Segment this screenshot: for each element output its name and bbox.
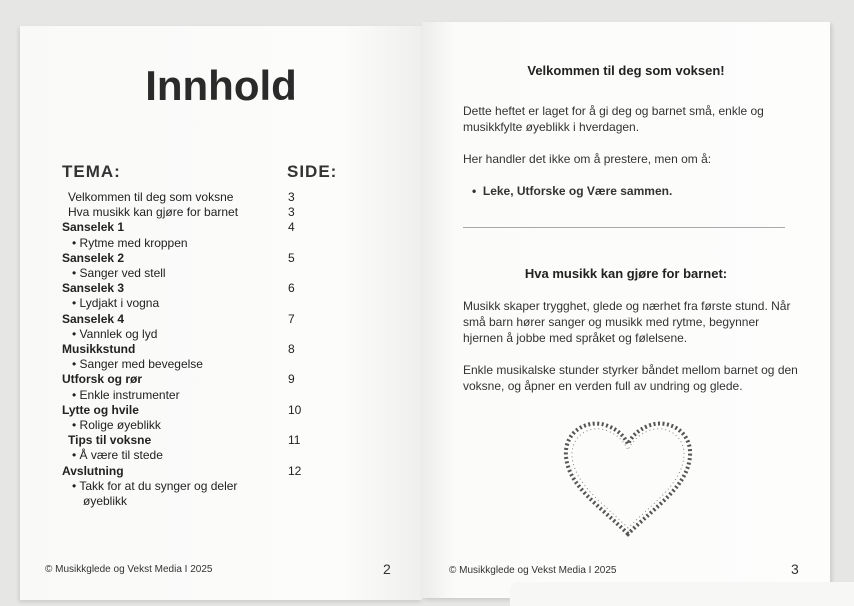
toc-entry-title: • Å være til stede (72, 448, 163, 463)
toc-entry-title: • Enkle instrumenter (72, 387, 180, 402)
intro-paragraph-2: Her handler det ikke om å prestere, men om å: (463, 152, 712, 166)
toc-entry-page: 9 (288, 372, 295, 387)
toc-entry-page: 8 (288, 342, 295, 356)
toc-entry-title: Avslutning (62, 463, 124, 478)
toc-entry-title: Tips til voksne (68, 433, 152, 448)
welcome-heading: Velkommen til deg som voksen! (527, 63, 725, 78)
toc-entry-title: • Rolige øyeblikk (72, 418, 161, 432)
toc-entry-page: 4 (288, 220, 295, 235)
music-note-heart-icon (560, 416, 696, 540)
toc-entry-title: Musikkstund (62, 342, 136, 356)
page-number: 2 (383, 561, 391, 577)
left-page (20, 26, 422, 600)
toc-entry-title: Sanselek 2 (62, 250, 125, 265)
toc-entry-title: Lytte og hvile (62, 402, 139, 417)
toc-entry-page: 11 (288, 433, 301, 448)
divider (463, 227, 785, 228)
footer-copyright: © Musikkglede og Vekst Media I 2025 (45, 564, 213, 575)
bullet-text: Leke, Utforske og Være sammen. (482, 184, 673, 198)
toc-entry-title: • Rytme med kroppen (72, 235, 188, 250)
toc-entry-title: Hva musikk kan gjøre for barnet (68, 205, 239, 220)
toc-entry-title: Sanselek 1 (62, 220, 125, 235)
intro-paragraph: Dette heftet er laget for å gi deg og barnet små, enkle og musikkfylte øyeblikk i hverdagen. (463, 104, 764, 134)
music-paragraph-2: Enkle musikalske stunder styrker båndet mellom barnet og den voksne, og åpner en verden full av undring og glede. (463, 363, 798, 393)
music-paragraph: Musikk skaper trygghet, glede og nærhet fra første stund. Når små barn hører sanger og musikk med rytme, begynner hjernen å jobbe med språket og følelsene. (463, 299, 791, 345)
toc-entry-title: Sanselek 3 (62, 281, 125, 296)
toc-entry-title: • Vannlek og lyd (72, 326, 158, 341)
bullet-item (472, 183, 812, 199)
toc-entry-title: øyeblikk (83, 494, 128, 508)
toc-entry-title: Velkommen til deg som voksne (68, 190, 234, 204)
toc-entry-page: 5 (288, 250, 295, 265)
toc-entry-title: • Lydjakt i vogna (72, 296, 160, 311)
music-heading: Hva musikk kan gjøre for barnet: (524, 266, 728, 281)
toc-entry-title: • Sanger ved stell (72, 266, 166, 280)
bullet-icon: • (472, 184, 483, 198)
toc-entry-page: 12 (288, 463, 302, 478)
topic-column-header: TEMA: (62, 162, 121, 181)
toc-entry-title: • Takk for at du synger og deler (72, 478, 238, 493)
right-page (422, 22, 830, 598)
toc-entry-title: • Sanger med bevegelse (72, 357, 203, 372)
background-surface (510, 582, 854, 606)
toc-entry-title: Utforsk og rør (62, 372, 143, 387)
page-number: 3 (791, 561, 799, 577)
toc-entry-page: 6 (288, 281, 295, 296)
toc-entry-page: 10 (288, 402, 302, 417)
page-column-header: SIDE: (287, 162, 338, 181)
toc-entry-page: 3 (288, 190, 295, 204)
page-title: Innhold (145, 62, 297, 109)
toc-entry-page: 3 (288, 205, 295, 220)
toc-entry-title: Sanselek 4 (62, 311, 125, 326)
footer-copyright: © Musikkglede og Vekst Media I 2025 (449, 565, 617, 576)
toc-entry-page: 7 (288, 311, 295, 326)
